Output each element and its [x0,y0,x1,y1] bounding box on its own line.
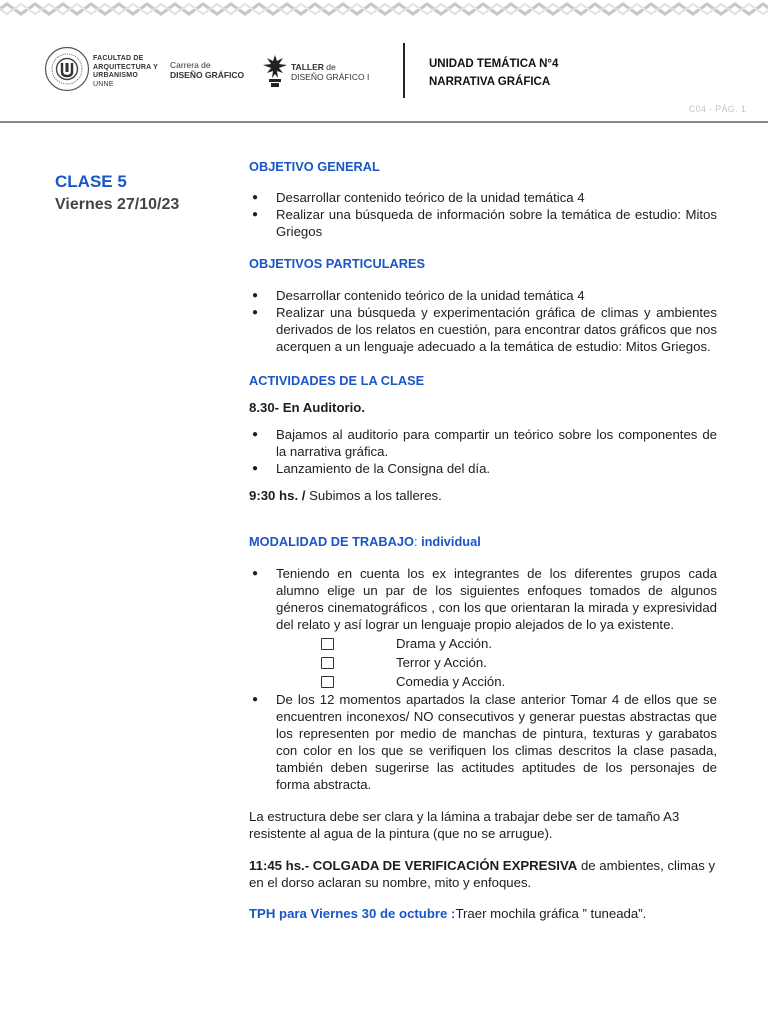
checklist-item[interactable] [249,653,717,672]
unidad-title [429,55,558,91]
faculty-university: UNNE [93,80,114,88]
time2-bold: 9:30 hs. / [249,488,306,503]
checklist-item[interactable] [249,672,717,691]
actividades-heading: ACTIVIDADES DE LA CLASE [249,373,425,388]
list-item: ● Realizar una búsqueda de información sobre la temática de estudio: Mitos Griegos [249,206,717,240]
checklist-label: Drama y Acción. [396,636,493,651]
tph-paragraph [249,905,717,922]
list-item: ● Desarrollar contenido teórico de la unidad temática 4 [249,189,717,206]
objetivo-general-list [249,189,717,240]
taller-line2: DISEÑO GRÁFICO I [291,72,370,82]
objetivo-general-heading: OBJETIVO GENERAL [249,159,380,174]
checklist-label: Terror y Acción. [396,655,487,670]
taller-word: TALLER [291,62,324,72]
enfoques-checklist [249,634,717,691]
list-item: ● Bajamos al auditorio para compartir un teórico sobre los componentes de la narrativa gráfica. [249,426,717,460]
checklist-label: Comedia y Acción. [396,674,506,689]
estructura-paragraph: La estructura debe ser clara y la lámina a trabajar debe ser de tamaño A3 resistente al agua de la pintura (que no se arrugue). [249,809,680,841]
modalidad-heading [249,533,717,550]
list-item: ● Desarrollar contenido teórico de la unidad temática 4 [249,287,717,304]
carrera-name [170,60,244,80]
unidad-line2: NARRATIVA GRÁFICA [429,76,551,88]
faculty-line: FACULTAD DE [93,55,144,62]
header-divider [403,43,405,98]
list-item: ● Teniendo en cuenta los ex integrantes de los diferentes grupos cada alumno elige un par de los siguientes enfoques tomados de algunos géneros cinematográficos , con los que orientaran la mirada y expresividad del relato y así lograr un lenguaje propio alejados de lo ya existente. [249,565,717,633]
clase-title: CLASE 5 [55,172,127,191]
objetivos-particulares-heading: OBJETIVOS PARTICULARES [249,256,426,271]
page-code: C04 - PÁG. 1 [688,104,746,114]
colgada-paragraph [249,857,717,891]
actividades-list [249,426,717,477]
objetivos-particulares-list [249,287,717,355]
faculty-name [93,55,158,89]
taller-name [291,62,369,82]
tph-label: TPH para Viernes 30 de octubre : [249,906,456,921]
checklist-item[interactable] [249,634,717,653]
list-item: ● Lanzamiento de la Consigna del día. [249,460,717,477]
tph-text: Traer mochila gráfica ” tuneada”. [455,906,647,921]
document-header [0,20,768,123]
colgada-text: de ambientes, climas y en el dorso aclaran su nombre, mito y enfoques. [249,858,716,890]
list-item: ● Realizar una búsqueda y experimentación gráfica de climas y ambientes derivados de los relatos en cuestión, para encontrar datos gráficos que nos acerquen a un lenguaje adecuado a la temática de estudio: Mitos Griegos. [249,304,717,355]
time2-text: Subimos a los talleres. [305,488,442,503]
list-item: ● De los 12 momentos apartados la clase anterior Tomar 4 de ellos que se encuentren inconexos/ NO consecutivos y generar puestas abstractas que los representen por medio de manchas de pintura, texturas y garabatos con color en los que se verifiquen los climas descritos la clase pasada, también deben sugerirse las actitudes aptitudes de los personajes de forma abstracta. [249,691,717,793]
colgada-bold: 11:45 hs.- COLGADA DE VERIFICACIÓN EXPRESIVA [249,858,578,873]
actividades-time1: 8.30- En Auditorio. [249,400,366,415]
top-zigzag-pattern [0,0,768,20]
unidad-line1: UNIDAD TEMÁTICA N°4 [429,58,559,70]
faculty-line: ARQUITECTURA Y [93,63,159,71]
actividades-time2 [249,487,717,504]
faculty-line: URBANISMO [93,72,138,79]
header-rule [0,121,768,123]
carrera-line1: Carrera de [170,60,211,70]
modalidad-label: MODALIDAD DE TRABAJO [249,534,414,549]
modalidad-list [249,565,717,633]
checkbox-icon[interactable] [321,676,334,688]
main-content [249,158,717,922]
modalidad-colon: : [413,534,422,549]
clase-date: Viernes 27/10/23 [55,196,180,213]
taller-de: de [323,62,336,72]
carrera-line2: DISEÑO GRÁFICO [170,70,245,80]
checkbox-icon[interactable] [321,657,334,669]
faculty-seal-logo [44,46,90,92]
taller-mascot-icon [261,53,289,89]
checkbox-icon[interactable] [321,638,334,650]
modalidad-value: individual [421,534,481,549]
modalidad-list-2 [249,691,717,793]
